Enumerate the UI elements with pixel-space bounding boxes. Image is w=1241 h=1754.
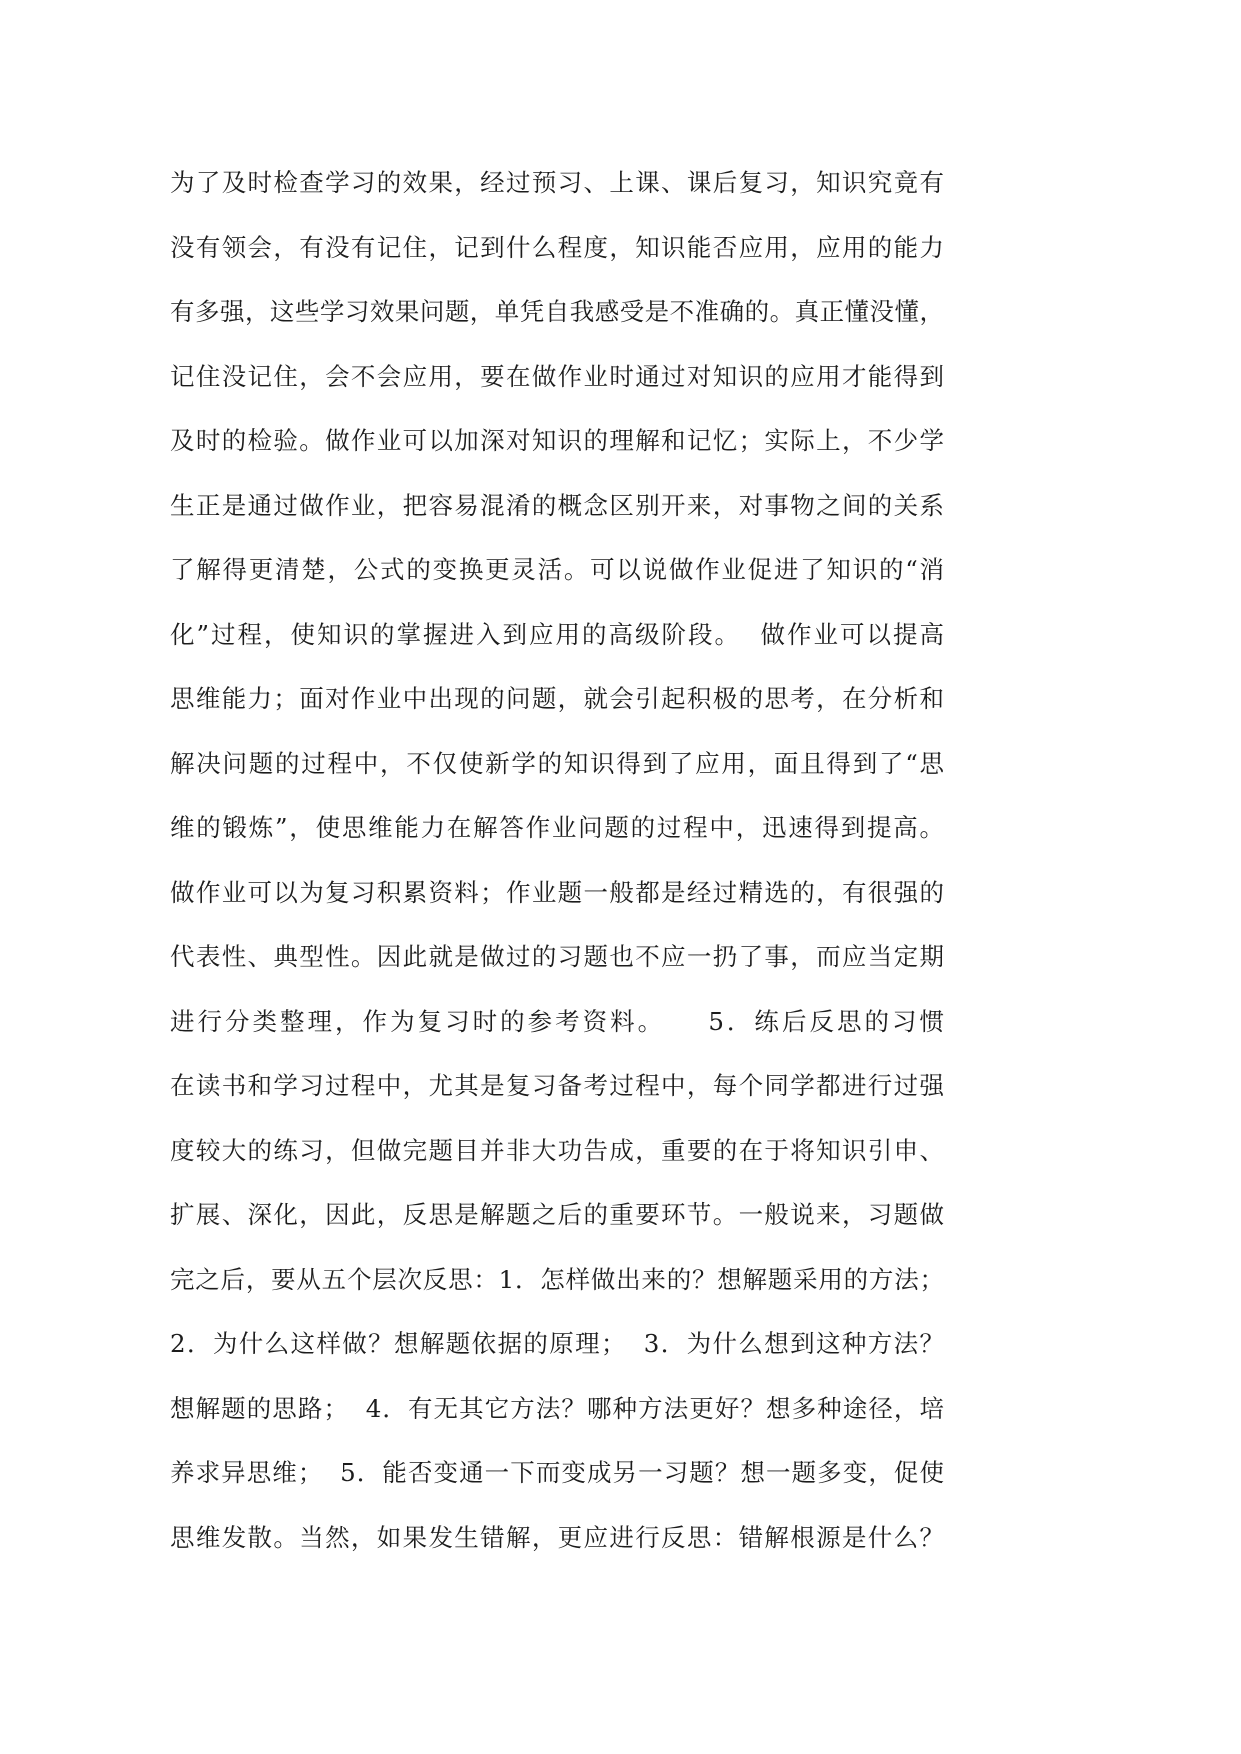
text-line: 养求异思维； 5．能否变通一下而变成另一习题？想一题多变，促使 xyxy=(170,1458,944,1487)
body-text xyxy=(170,151,944,1570)
text-line: 没有领会，有没有记住，记到什么程度，知识能否应用，应用的能力 xyxy=(170,232,944,262)
text-line: 为了及时检查学习的效果，经过预习、上课、课后复习，知识究竟有 xyxy=(170,168,944,197)
text-line: 代表性、典型性。因此就是做过的习题也不应一扔了事，而应当定期 xyxy=(170,942,944,971)
text-line: 化”过程，使知识的掌握进入到应用的高级阶段。 做作业可以提高 xyxy=(170,619,944,649)
text-line: 生正是通过做作业，把容易混淆的概念区别开来，对事物之间的关系 xyxy=(170,490,944,520)
text-line: 度较大的练习，但做完题目并非大功告成，重要的在于将知识引申、 xyxy=(170,1135,944,1165)
text-line: 记住没记住，会不会应用，要在做作业时通过对知识的应用才能得到 xyxy=(170,361,944,391)
text-line: 进行分类整理，作为复习时的参考资料。 5．练后反思的习惯 xyxy=(170,1006,944,1036)
text-line: 完之后，要从五个层次反思：1．怎样做出来的？想解题采用的方法； xyxy=(170,1264,944,1294)
text-line: 2．为什么这样做？想解题依据的原理； 3．为什么想到这种方法？ xyxy=(170,1329,944,1358)
text-line: 及时的检验。做作业可以加深对知识的理解和记忆；实际上，不少学 xyxy=(170,426,944,455)
text-line: 有多强，这些学习效果问题，单凭自我感受是不准确的。真正懂没懂， xyxy=(170,297,944,326)
text-line: 思维能力；面对作业中出现的问题，就会引起积极的思考，在分析和 xyxy=(170,684,944,713)
text-line: 思维发散。当然，如果发生错解，更应进行反思：错解根源是什么？ xyxy=(170,1522,944,1552)
text-line: 扩展、深化，因此，反思是解题之后的重要环节。一般说来，习题做 xyxy=(170,1200,944,1229)
text-line: 做作业可以为复习积累资料；作业题一般都是经过精选的，有很强的 xyxy=(170,877,944,907)
text-line: 解决问题的过程中，不仅使新学的知识得到了应用，面且得到了“思 xyxy=(170,748,944,778)
text-line: 了解得更清楚，公式的变换更灵活。可以说做作业促进了知识的“消 xyxy=(170,555,944,584)
text-line: 维的锻炼”，使思维能力在解答作业问题的过程中，迅速得到提高。 xyxy=(170,813,944,842)
text-line: 在读书和学习过程中，尤其是复习备考过程中，每个同学都进行过强 xyxy=(170,1071,944,1100)
text-line: 想解题的思路； 4．有无其它方法？哪种方法更好？想多种途径，培 xyxy=(170,1393,944,1423)
